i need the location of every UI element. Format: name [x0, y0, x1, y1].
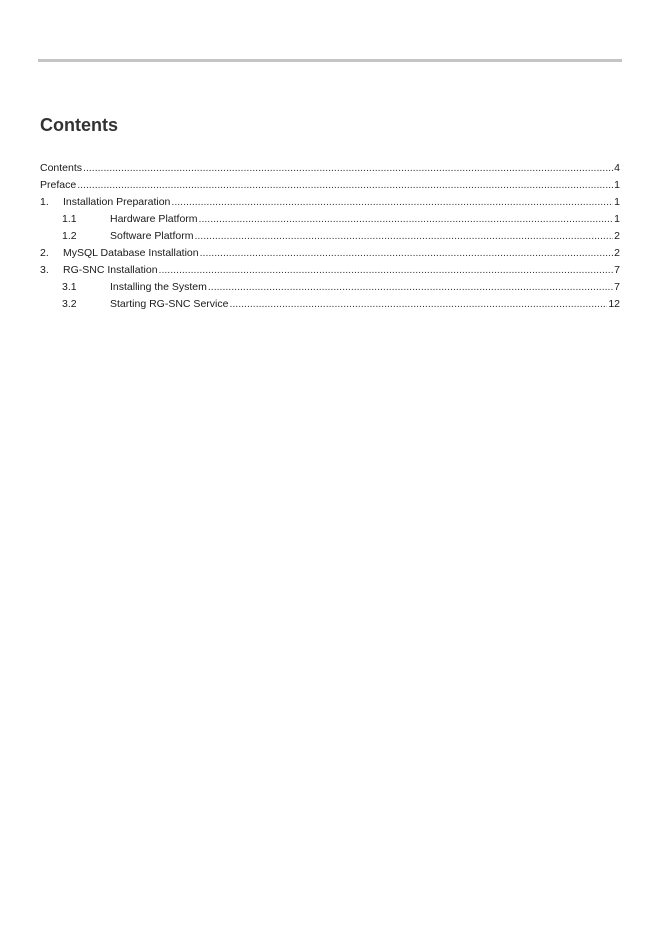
table-of-contents: [40, 160, 620, 313]
toc-page-number: 4: [614, 162, 620, 174]
toc-entry-starting-rg-snc-service[interactable]: [40, 296, 620, 313]
toc-dot-leader: [194, 228, 613, 245]
toc-entry-label: Installing the System: [110, 281, 207, 293]
toc-entry-preface[interactable]: [40, 177, 620, 194]
toc-entry-hardware-platform[interactable]: [40, 211, 620, 228]
toc-dot-leader: [171, 194, 613, 211]
toc-entry-number: 3.1: [62, 281, 77, 293]
toc-page-number: 1: [614, 213, 620, 225]
toc-page-number: 2: [614, 247, 620, 259]
toc-entry-number: 3.2: [62, 298, 77, 310]
toc-entry-number: 1.: [40, 196, 49, 208]
toc-page-number: 12: [608, 298, 620, 310]
toc-entry-label: MySQL Database Installation: [63, 247, 199, 259]
toc-dot-leader: [208, 279, 613, 296]
toc-entry-number: 2.: [40, 247, 49, 259]
page-title: Contents: [40, 115, 118, 135]
toc-entry-software-platform[interactable]: [40, 228, 620, 245]
toc-page-number: 2: [614, 230, 620, 242]
toc-dot-leader: [200, 245, 614, 262]
toc-entry-label: Preface: [40, 179, 77, 191]
toc-entry-installation-preparation[interactable]: [40, 194, 620, 211]
toc-dot-leader: [83, 160, 613, 177]
toc-entry-label: Contents: [40, 162, 83, 174]
toc-dot-leader: [159, 262, 614, 279]
toc-entry-number: 1.2: [62, 230, 77, 242]
toc-entry-mysql-database-installation[interactable]: [40, 245, 620, 262]
toc-entry-number: 3.: [40, 264, 49, 276]
toc-entry-label: RG-SNC Installation: [63, 264, 158, 276]
toc-entry-label: Starting RG-SNC Service: [110, 298, 229, 310]
toc-entry-label: Hardware Platform: [110, 213, 198, 225]
header-rule: [38, 59, 622, 62]
toc-entry-rg-snc-installation[interactable]: [40, 262, 620, 279]
toc-entry-contents[interactable]: [40, 160, 620, 177]
toc-entry-number: 1.1: [62, 213, 77, 225]
toc-dot-leader: [77, 177, 613, 194]
toc-dot-leader: [229, 296, 607, 313]
toc-dot-leader: [199, 211, 614, 228]
toc-entry-label: Installation Preparation: [63, 196, 171, 208]
toc-page-number: 7: [614, 281, 620, 293]
toc-entry-label: Software Platform: [110, 230, 194, 242]
toc-page-number: 7: [614, 264, 620, 276]
toc-page-number: 1: [614, 196, 620, 208]
toc-page-number: 1: [614, 179, 620, 191]
toc-entry-installing-the-system[interactable]: [40, 279, 620, 296]
